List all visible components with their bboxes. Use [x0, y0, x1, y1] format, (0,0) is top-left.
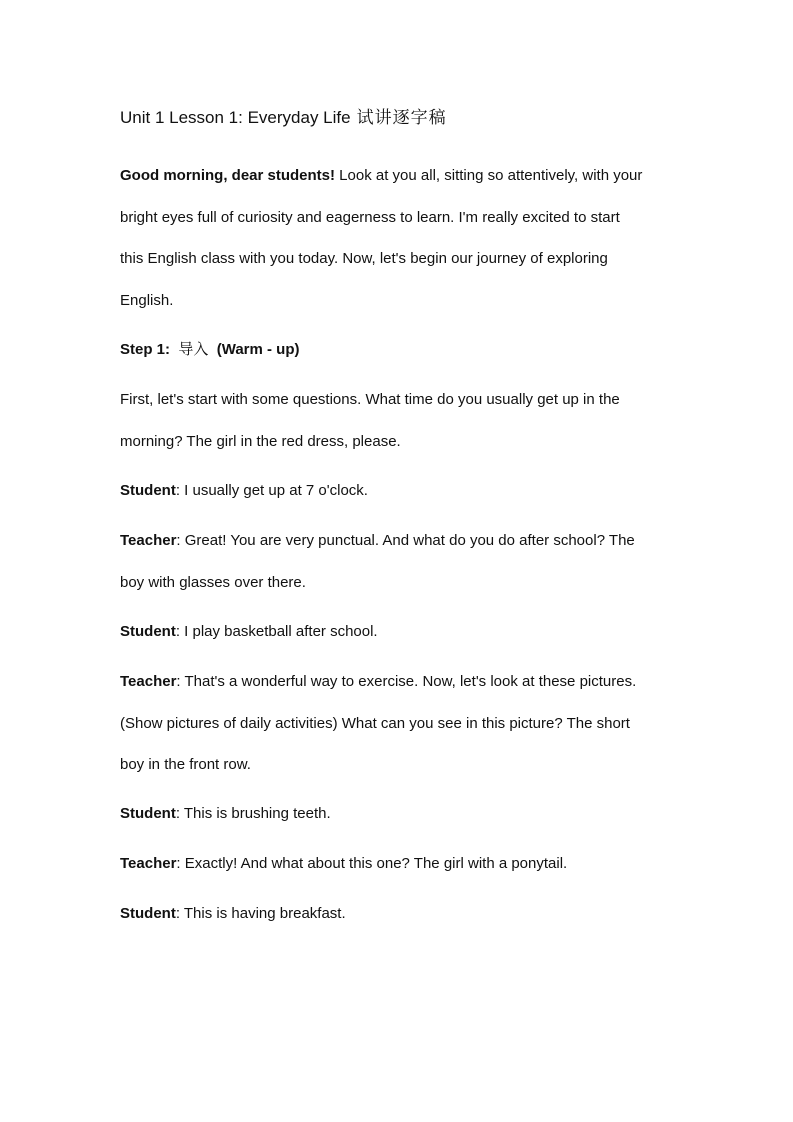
intro-line-4: English. [120, 291, 174, 309]
dialogue-2 [120, 520, 680, 603]
step-heading [120, 329, 680, 371]
dialogue-text: : This is having breakfast. [175, 905, 346, 922]
speaker-label: Student [120, 623, 176, 640]
intro-line-3: this English class with you today. Now, let's begin our journey of exploring [120, 250, 608, 267]
questions-paragraph [120, 379, 680, 462]
step-english: (Warm - up) [216, 341, 300, 358]
dialogue-text: : I play basketball after school. [175, 623, 378, 640]
dialogue-text: boy in the front row. [120, 756, 251, 773]
dialogue-5 [120, 793, 680, 835]
questions-line-2: morning? The girl in the red dress, please. [120, 432, 401, 450]
dialogue-6 [120, 843, 680, 885]
intro-paragraph [120, 155, 680, 321]
dialogue-text: : I usually get up at 7 o'clock. [175, 482, 368, 499]
dialogue-7 [120, 893, 680, 935]
questions-line-1: First, let's start with some questions. What time do you usually get up in the [120, 391, 620, 408]
dialogue-1 [120, 470, 680, 512]
greeting: Good morning, dear students! [120, 167, 336, 184]
dialogue-text: : Exactly! And what about this one? The girl with a ponytail. [176, 855, 568, 872]
speaker-label: Student [120, 482, 176, 499]
speaker-label: Teacher [120, 532, 177, 549]
dialogue-text: : This is brushing teeth. [175, 805, 331, 822]
speaker-label: Student [120, 805, 176, 822]
dialogue-text: boy with glasses over there. [120, 573, 306, 591]
dialogue-text: : Great! You are very punctual. And what do you do after school? The [176, 532, 635, 549]
speaker-label: Teacher [120, 855, 177, 872]
intro-line-1: Good morning, dear students! Look at you all, sitting so attentively, with your [120, 167, 643, 184]
speaker-label: Student [120, 905, 176, 922]
step-chinese: 导入 [178, 341, 209, 358]
page-title [120, 104, 447, 132]
step-label: Step 1: [120, 341, 171, 358]
dialogue-4 [120, 661, 680, 786]
dialogue-3 [120, 611, 680, 653]
title-english: Unit 1 Lesson 1: Everyday Life [120, 108, 351, 127]
title-chinese: 试讲逐字稿 [356, 108, 447, 127]
intro-line-2: bright eyes full of curiosity and eagerness to learn. I'm really excited to start [120, 208, 620, 226]
dialogue-text: : That's a wonderful way to exercise. Now, let's look at these pictures. [176, 673, 637, 690]
speaker-label: Teacher [120, 673, 177, 690]
dialogue-text: (Show pictures of daily activities) What can you see in this picture? The short [120, 714, 630, 732]
